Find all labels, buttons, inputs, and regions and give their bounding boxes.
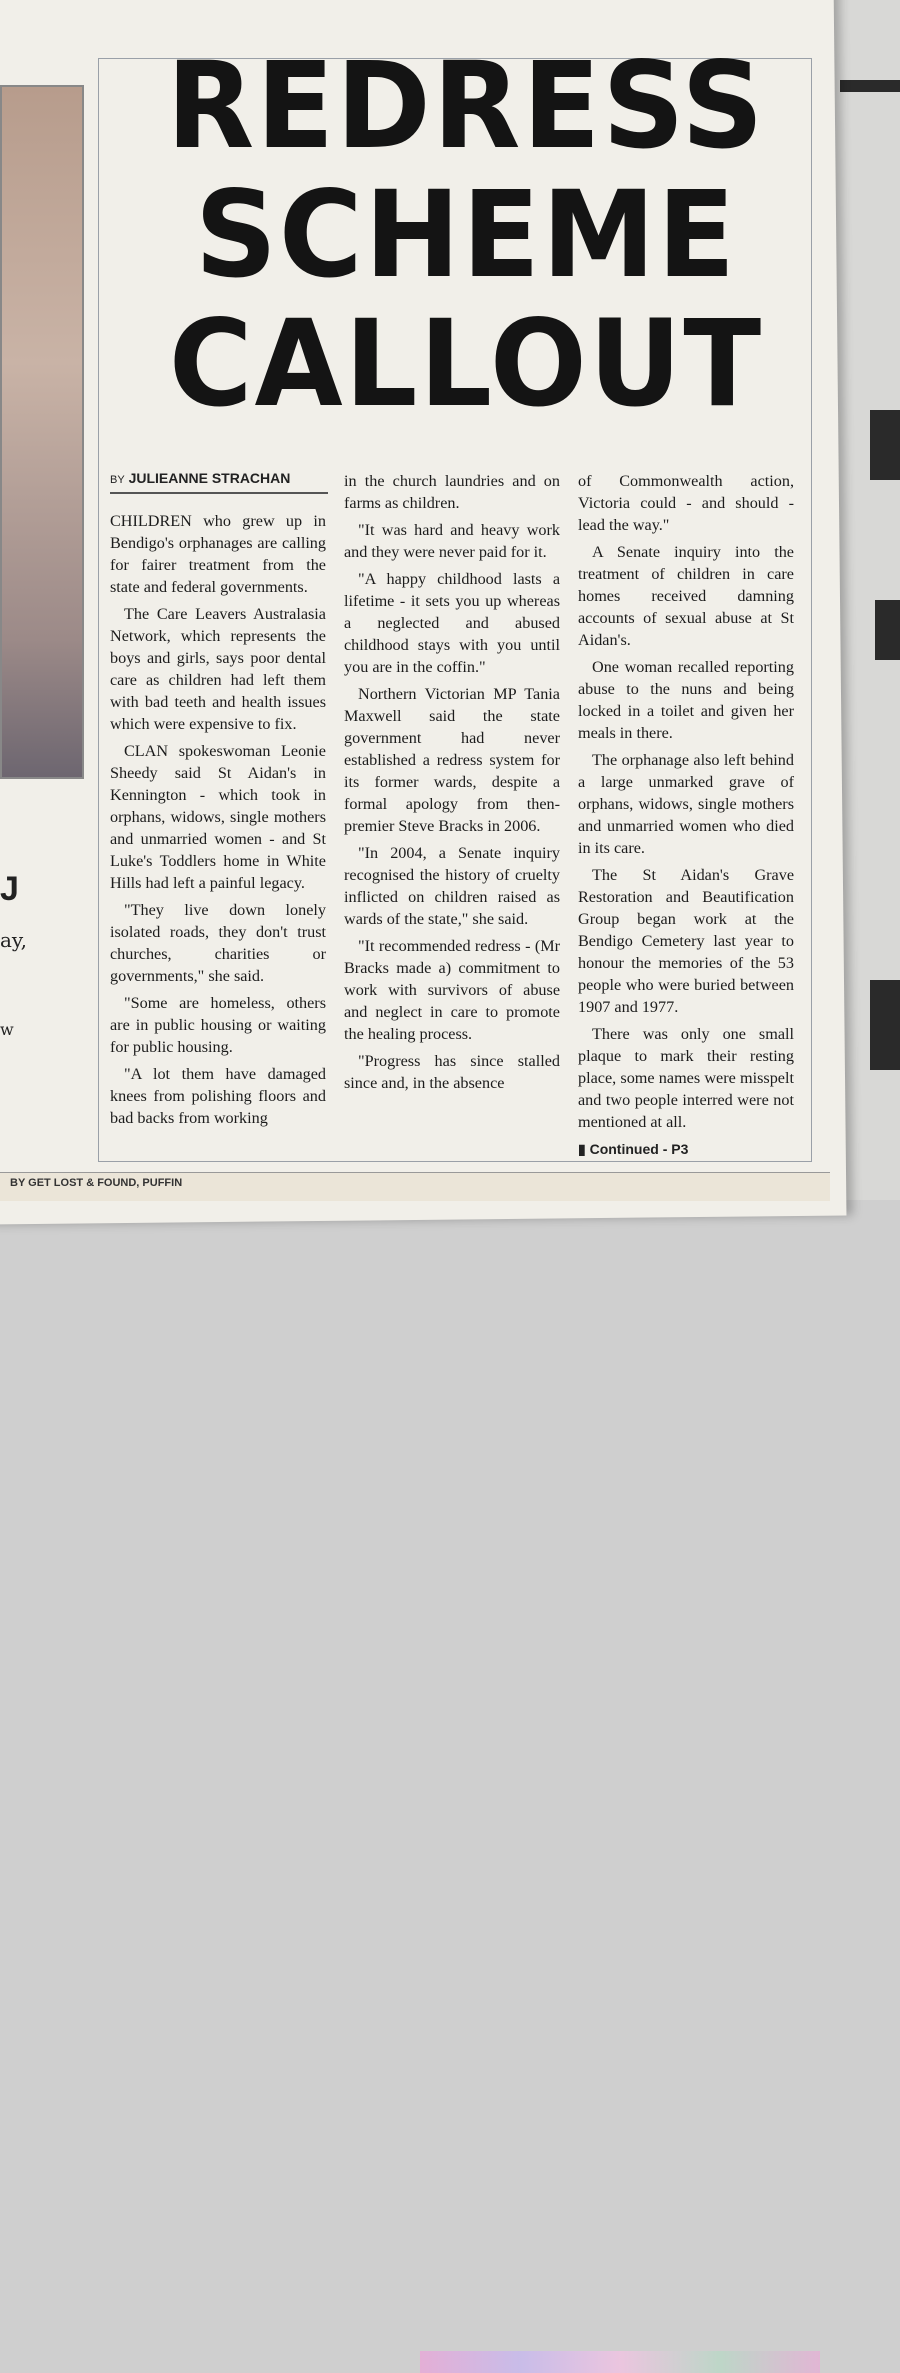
paragraph: The St Aidan's Grave Restoration and Beautification Group began work at the Bendigo Cemetery last year to honour the memories of the 53 people who were buried between 1907 and 1977. [578,866,794,1016]
desk-edge [875,600,900,660]
paragraph: "Some are homeless, others are in public housing or waiting for public housing. [110,994,326,1056]
byline-author: JULIEANNE STRACHAN [128,470,291,486]
paragraph: "It recommended redress - (Mr Bracks made a) commitment to work with survivors of abuse and neglect in care to promote the healing process. [344,937,560,1043]
paragraph: "They live down lonely isolated roads, they don't trust churches, charities or governments," she said. [110,901,326,985]
bottom-strip [0,1172,830,1201]
headline-line: CALLOUT [168,293,764,434]
desk-edge [870,980,900,1070]
adjacent-text-fragment: J [0,870,19,908]
desk-edge [870,410,900,480]
paragraph: Northern Victorian MP Tania Maxwell said the state government had never established a redress system for its former wards, despite a formal apology from then-premier Steve Bracks in 2006. [344,685,560,835]
paragraph: A Senate inquiry into the treatment of children in care homes received damning accounts of sexual abuse at St Aidan's. [578,543,794,649]
paragraph: There was only one small plaque to mark their resting place, some names were misspelt and two people interred were not mentioned at all. [578,1025,794,1131]
square-bullet-icon: ▮ [578,1141,590,1157]
headline-line: REDRESS [166,35,766,176]
paragraph: "Progress has since stalled since and, in the absence [344,1052,560,1092]
paragraph: in the church laundries and on farms as children. [344,472,560,512]
paragraph: One woman recalled reporting abuse to the nuns and being locked in a toilet and given her meals in there. [578,658,794,742]
decorative-pattern [420,2351,820,2373]
paragraph: CLAN spokeswoman Leonie Sheedy said St Aidan's in Kennington - which took in orphans, widows, single mothers and unmarried women - and St Luke's Toddlers home in White Hills had left a painful legacy. [110,742,326,892]
paragraph: "A lot them have damaged knees from polishing floors and bad backs from working [110,1065,326,1127]
article-headline [126,35,806,434]
article-column-2 [344,470,560,1099]
paragraph: "In 2004, a Senate inquiry recognised the history of cruelty inflicted on children raised as wards of the state," she said. [344,844,560,928]
continued-label: Continued - P3 [589,1141,689,1157]
desk-edge [840,80,900,92]
byline [110,470,328,494]
paragraph: The orphanage also left behind a large unmarked grave of orphans, widows, single mothers and unmarried women who died in its care. [578,751,794,857]
byline-prefix: BY [110,474,125,486]
adjacent-photo [0,85,84,779]
paragraph: CHILDREN who grew up in Bendigo's orphanages are calling for fairer treatment from the state and federal governments. [110,512,326,596]
continued-link[interactable] [578,1138,794,1160]
paragraph: "A happy childhood lasts a lifetime - it sets you up whereas a neglected and abused childhood stays with you until you are in the coffin." [344,570,560,676]
article-column-3 [578,470,794,1160]
article-column-1 [110,510,326,1134]
headline-line: SCHEME [194,164,738,305]
bottom-strip-text: BY GET LOST & FOUND, PUFFIN [10,1177,183,1189]
paragraph: "It was hard and heavy work and they were never paid for it. [344,521,560,561]
adjacent-text-fragment: w [0,1020,14,1039]
adjacent-text-fragment: ay, [0,928,27,952]
paragraph: The Care Leavers Australasia Network, which represents the boys and girls, says poor dental care as children had left them with bad teeth and health issues which were expensive to fix. [110,605,326,733]
paragraph: of Commonwealth action, Victoria could - and should - lead the way." [578,472,794,534]
